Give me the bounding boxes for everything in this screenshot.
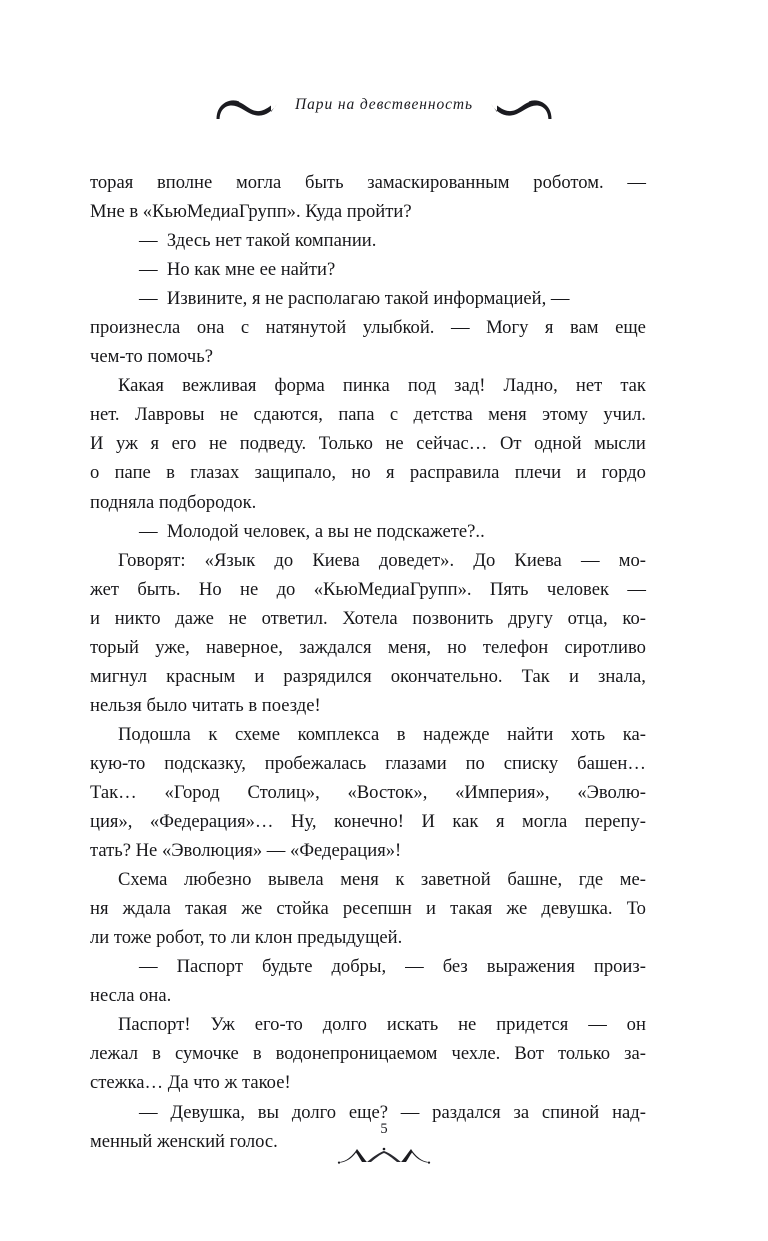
text-word: «Федерация»… bbox=[149, 811, 274, 833]
text-word: же bbox=[241, 898, 263, 920]
text-line bbox=[90, 1010, 646, 1039]
text-line: — Извините, я не располагаю такой информацией, — bbox=[139, 288, 570, 310]
page-footer bbox=[0, 1120, 768, 1170]
text-word: Вот bbox=[514, 1043, 544, 1065]
text-line: ли тоже робот, то ли клон предыдущей. bbox=[90, 927, 403, 949]
text-word: до bbox=[274, 549, 294, 571]
text-word: никто bbox=[114, 607, 161, 629]
text-word: роботом. bbox=[533, 172, 604, 193]
text-word: он bbox=[626, 1014, 646, 1036]
text-word: улыбкой. bbox=[362, 317, 435, 339]
text-word: зад! bbox=[454, 375, 486, 397]
text-word: — bbox=[400, 1101, 420, 1123]
text-word: жет bbox=[90, 578, 119, 600]
text-word: Уж bbox=[210, 1014, 235, 1036]
text-word: нет. bbox=[90, 404, 120, 426]
text-word: — bbox=[139, 1101, 158, 1123]
text-word: «Язык bbox=[204, 549, 256, 571]
text-word: вывела bbox=[267, 869, 324, 891]
text-word: До bbox=[473, 549, 496, 571]
text-word: же bbox=[506, 898, 528, 920]
text-word: как bbox=[452, 811, 479, 833]
swash-flourish-right-icon bbox=[479, 89, 553, 123]
text-word: девушка. bbox=[541, 898, 613, 920]
text-line bbox=[90, 458, 646, 487]
text-word: заждался bbox=[299, 636, 372, 658]
text-word: — bbox=[405, 956, 424, 978]
text-word: сейчас… bbox=[416, 433, 488, 455]
text-word: мысли bbox=[594, 433, 646, 455]
text-word: без bbox=[442, 956, 468, 978]
text-word: могла bbox=[522, 811, 568, 833]
text-word: так bbox=[620, 375, 646, 397]
text-word: долго bbox=[291, 1101, 337, 1123]
text-word: меня bbox=[340, 869, 379, 891]
text-word: разрядился bbox=[283, 665, 372, 687]
text-word: быть bbox=[304, 172, 344, 193]
text-word: гордо bbox=[601, 462, 646, 484]
text-word: — bbox=[139, 956, 158, 978]
text-word: расправила bbox=[409, 462, 500, 484]
text-word: меня, bbox=[387, 636, 431, 658]
text-word: вам bbox=[570, 317, 599, 339]
text-word: пинка bbox=[342, 375, 390, 397]
text-word: — bbox=[588, 1014, 607, 1036]
header-title: Пари на девственность bbox=[295, 96, 473, 113]
text-word: «Восток», bbox=[347, 781, 428, 803]
text-word: ме- bbox=[619, 869, 646, 891]
swash-flourish-left-icon bbox=[215, 89, 289, 123]
text-word: и bbox=[576, 462, 587, 484]
text-word: подведу. bbox=[239, 433, 307, 455]
text-word: где bbox=[578, 869, 604, 891]
text-word: телефон bbox=[482, 636, 549, 658]
text-line bbox=[90, 720, 646, 749]
text-line: несла она. bbox=[90, 985, 172, 1007]
text-word: «КьюМедиаГрупп». bbox=[313, 578, 472, 600]
text-word: за- bbox=[624, 1043, 646, 1065]
text-word: за bbox=[513, 1101, 530, 1123]
text-word: позвонить bbox=[412, 607, 494, 629]
text-word: будьте bbox=[261, 956, 313, 978]
text-word: плечи bbox=[514, 462, 562, 484]
text-word: меня bbox=[488, 404, 527, 426]
text-line: менный женский голос. bbox=[90, 1130, 278, 1152]
text-word: уже, bbox=[155, 636, 190, 658]
text-line bbox=[90, 749, 646, 778]
text-word: в bbox=[396, 723, 406, 745]
text-word: Хотела bbox=[342, 607, 398, 629]
text-line: подняла подбородок. bbox=[90, 491, 257, 513]
body-text bbox=[90, 168, 646, 1156]
text-word: в bbox=[166, 462, 175, 484]
text-word: водонепроницаемом bbox=[275, 1043, 438, 1065]
text-word: спиной bbox=[541, 1101, 600, 1123]
text-word: даже bbox=[175, 607, 214, 629]
text-word: стойка bbox=[276, 898, 329, 920]
text-word: ресепшн bbox=[342, 898, 412, 920]
text-word: нет bbox=[575, 375, 603, 397]
text-word: Ладно, bbox=[503, 375, 558, 397]
text-word: Говорят: bbox=[118, 549, 186, 571]
text-line: — Но как мне ее найти? bbox=[139, 259, 336, 281]
text-line bbox=[90, 807, 646, 836]
text-word: в bbox=[152, 1043, 161, 1065]
text-word: подсказку, bbox=[164, 752, 246, 774]
text-word: надежде bbox=[423, 723, 490, 745]
text-word: — bbox=[580, 549, 600, 571]
text-word: такая bbox=[185, 898, 228, 920]
text-word: мигнул bbox=[90, 665, 148, 687]
text-word: лежал bbox=[90, 1043, 139, 1065]
text-word: но bbox=[447, 636, 467, 658]
text-word: учил. bbox=[603, 404, 646, 426]
text-word: ка- bbox=[622, 723, 646, 745]
text-word: торая bbox=[90, 172, 134, 193]
text-word: ответил. bbox=[261, 607, 328, 629]
text-word: произнесла bbox=[90, 317, 181, 339]
text-line bbox=[90, 546, 646, 575]
text-word: мо- bbox=[618, 549, 646, 571]
text-word: быть. bbox=[137, 578, 181, 600]
text-word: Паспорт bbox=[176, 956, 243, 978]
text-word: Лавровы bbox=[134, 404, 205, 426]
text-word: с bbox=[240, 317, 250, 339]
text-word: к bbox=[208, 723, 218, 745]
text-word: списку bbox=[503, 752, 559, 774]
running-header bbox=[0, 78, 768, 134]
text-word: кую-то bbox=[90, 752, 146, 774]
text-word: комплекса bbox=[297, 723, 380, 745]
text-word: Девушка, bbox=[170, 1101, 245, 1123]
text-word: Подошла bbox=[118, 723, 191, 745]
text-line: — Молодой человек, а вы не подскажете?.. bbox=[139, 520, 485, 542]
text-line: — Здесь нет такой компании. bbox=[139, 230, 377, 252]
text-line bbox=[90, 371, 646, 400]
text-word: Паспорт! bbox=[118, 1014, 191, 1036]
text-word: одной bbox=[534, 433, 582, 455]
text-word: доведет». bbox=[378, 549, 455, 571]
text-word: но bbox=[351, 462, 371, 484]
text-word: и bbox=[568, 665, 579, 687]
text-word: ня bbox=[90, 898, 109, 920]
text-word: Так bbox=[521, 665, 550, 687]
text-line bbox=[90, 604, 646, 633]
text-line bbox=[90, 633, 646, 662]
text-word: «Город bbox=[164, 781, 220, 803]
text-word: Схема bbox=[118, 869, 168, 891]
text-word: защипало, bbox=[254, 462, 337, 484]
text-line bbox=[90, 400, 646, 429]
text-word: я bbox=[495, 811, 505, 833]
text-word: ждала bbox=[122, 898, 171, 920]
text-word: могла bbox=[235, 172, 282, 193]
text-line bbox=[90, 894, 646, 923]
text-word: над- bbox=[612, 1101, 646, 1123]
text-word: папа bbox=[338, 404, 375, 426]
text-word: пробежалась bbox=[264, 752, 367, 774]
text-line bbox=[90, 429, 646, 458]
text-line bbox=[90, 952, 646, 981]
text-word: хоть bbox=[570, 723, 606, 745]
text-word: чехле. bbox=[451, 1043, 501, 1065]
text-word: придется bbox=[496, 1014, 569, 1036]
text-word: я bbox=[150, 433, 160, 455]
text-word: И bbox=[421, 811, 435, 833]
text-word: конечно! bbox=[334, 811, 404, 833]
text-word: — bbox=[627, 172, 646, 193]
text-word: такая bbox=[450, 898, 493, 920]
text-word: любезно bbox=[183, 869, 252, 891]
text-word: этому bbox=[542, 404, 588, 426]
text-word: я bbox=[544, 317, 554, 339]
text-word: «Эволю- bbox=[577, 781, 646, 803]
text-word: только bbox=[558, 1043, 611, 1065]
text-word: и bbox=[426, 898, 436, 920]
text-word: к bbox=[395, 869, 405, 891]
text-word: его-то bbox=[254, 1014, 303, 1036]
text-word: наверное, bbox=[206, 636, 283, 658]
text-word: Но bbox=[198, 578, 222, 600]
text-word: долго bbox=[322, 1014, 367, 1036]
text-word: о bbox=[90, 462, 100, 484]
text-word: раздался bbox=[432, 1101, 501, 1123]
text-word: не bbox=[458, 1014, 477, 1036]
text-word: добры, bbox=[331, 956, 387, 978]
text-word: вы bbox=[257, 1101, 280, 1123]
text-word: Столиц», bbox=[247, 781, 320, 803]
text-word: — bbox=[627, 578, 646, 600]
text-word: и bbox=[254, 665, 265, 687]
text-word: другу bbox=[508, 607, 553, 629]
text-line bbox=[90, 778, 646, 807]
page-number: 5 bbox=[380, 1121, 388, 1137]
text-word: под bbox=[407, 375, 437, 397]
text-line: Мне в «КьюМедиаГрупп». Куда пройти? bbox=[90, 201, 412, 223]
text-word: Только bbox=[318, 433, 373, 455]
text-word: найти bbox=[507, 723, 554, 745]
text-word: знала, bbox=[598, 665, 646, 687]
text-line: чем-то помочь? bbox=[90, 346, 213, 368]
text-word: сдаются, bbox=[253, 404, 323, 426]
text-line bbox=[90, 865, 646, 894]
text-word: детства bbox=[413, 404, 473, 426]
text-word: искать bbox=[386, 1014, 439, 1036]
text-line bbox=[90, 662, 646, 691]
text-word: От bbox=[499, 433, 522, 455]
text-word: заветной bbox=[420, 869, 491, 891]
text-word: Могу bbox=[486, 317, 529, 339]
text-word: форма bbox=[274, 375, 325, 397]
text-word: не bbox=[385, 433, 404, 455]
text-word: Киева bbox=[514, 549, 562, 571]
text-word: по bbox=[465, 752, 485, 774]
text-word: до bbox=[276, 578, 296, 600]
text-word: с bbox=[389, 404, 399, 426]
text-line: стежка… Да что ж такое! bbox=[90, 1072, 291, 1094]
text-line bbox=[90, 575, 646, 604]
text-word: замаскированным bbox=[367, 172, 510, 193]
text-word: башне, bbox=[507, 869, 563, 891]
text-word: я bbox=[385, 462, 395, 484]
text-line: тать? Не «Эволюция» — «Федерация»! bbox=[90, 840, 402, 862]
text-line: нельзя было читать в поезде! bbox=[90, 694, 321, 716]
text-word: — bbox=[450, 317, 470, 339]
text-word: человек bbox=[546, 578, 609, 600]
double-peak-ornament-icon bbox=[336, 1140, 432, 1170]
text-line bbox=[90, 313, 646, 342]
text-word: не bbox=[228, 607, 247, 629]
text-word: схеме bbox=[234, 723, 281, 745]
text-word: И bbox=[90, 433, 104, 455]
text-word: «Империя», bbox=[455, 781, 550, 803]
text-word: башен… bbox=[577, 752, 646, 774]
text-word: сумочке bbox=[174, 1043, 239, 1065]
text-word: Пять bbox=[489, 578, 529, 600]
text-word: красным bbox=[166, 665, 236, 687]
text-word: не bbox=[208, 433, 228, 455]
text-word: вполне bbox=[157, 172, 213, 193]
text-word: она bbox=[196, 317, 225, 339]
text-word: его bbox=[171, 433, 197, 455]
text-word: еще? bbox=[348, 1101, 388, 1123]
text-word: глазах bbox=[190, 462, 240, 484]
text-word: в bbox=[252, 1043, 262, 1065]
text-word: глазами bbox=[385, 752, 447, 774]
text-word: еще bbox=[615, 317, 646, 339]
text-word: торый bbox=[90, 636, 139, 658]
text-word: и bbox=[90, 607, 100, 629]
text-word: То bbox=[626, 898, 646, 920]
text-word: перепу- bbox=[584, 811, 646, 833]
text-word: не bbox=[240, 578, 259, 600]
text-word: ко- bbox=[622, 607, 646, 629]
text-word: окончательно. bbox=[390, 665, 503, 687]
text-word: Так… bbox=[90, 781, 137, 803]
text-line bbox=[90, 1039, 646, 1068]
text-word: не bbox=[219, 404, 239, 426]
text-word: отца, bbox=[567, 607, 608, 629]
text-word: уж bbox=[116, 433, 138, 455]
text-line bbox=[90, 168, 646, 197]
text-word: выражения bbox=[486, 956, 575, 978]
text-word: вежливая bbox=[182, 375, 257, 397]
text-word: Какая bbox=[118, 375, 164, 397]
text-word: сиротливо bbox=[564, 636, 646, 658]
text-word: натянутой bbox=[265, 317, 347, 339]
text-word: Киева bbox=[312, 549, 360, 571]
text-word: Ну, bbox=[291, 811, 317, 833]
text-word: папе bbox=[114, 462, 151, 484]
text-word: произ- bbox=[593, 956, 646, 978]
text-word: ция», bbox=[90, 811, 133, 833]
